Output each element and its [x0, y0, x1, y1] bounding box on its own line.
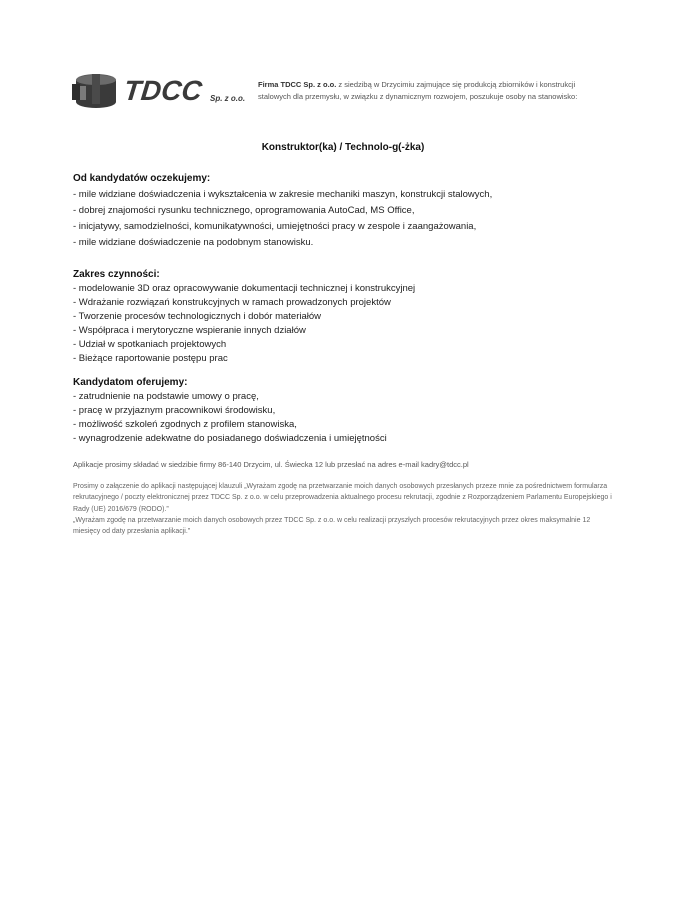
list-item: - Bieżące raportowanie postępu prac: [73, 353, 228, 364]
requirements-list: [73, 187, 633, 251]
offer-section: [73, 376, 633, 446]
intro-company-name: Firma TDCC Sp. z o.o.: [258, 80, 337, 89]
list-item: - możliwość szkoleń zgodnych z profilem stanowiska,: [73, 419, 297, 430]
requirements-section: [73, 171, 633, 251]
logo-suffix: Sp. z o.o.: [210, 94, 246, 103]
list-item: - Współpraca i merytoryczne wspieranie innych działów: [73, 325, 306, 336]
offer-list: [73, 390, 633, 446]
list-item: - Wdrażanie rozwiązań konstrukcyjnych w ramach prowadzonych projektów: [73, 297, 391, 308]
tdcc-logo-icon: [72, 72, 128, 112]
scope-section: [73, 268, 633, 366]
company-logo: [72, 72, 250, 116]
list-item: - mile widziane doświadczenie na podobnym stanowisku.: [73, 237, 314, 248]
list-item: - wynagrodzenie adekwatne do posiadanego doświadczenia i umiejętności: [73, 433, 387, 444]
list-item: - Tworzenie procesów technologicznych i dobór materiałów: [73, 311, 322, 322]
scope-heading: Zakres czynności:: [73, 269, 160, 280]
list-item: - zatrudnienie na podstawie umowy o pracę,: [73, 391, 259, 402]
company-intro: [258, 79, 578, 102]
list-item: - inicjatywy, samodzielności, komunikatywności, umiejętności pracy w zespole i zaangażowania,: [73, 221, 477, 232]
application-instructions: Aplikacje prosimy składać w siedzibie firmy 86-140 Drzycim, ul. Świecka 12 lub przesłać na adres e-mail kadry@tdcc.pl: [73, 460, 469, 469]
requirements-heading: Od kandydatów oczekujemy:: [73, 173, 211, 184]
list-item: - modelowanie 3D oraz opracowywanie dokumentacji technicznej i konstrukcyjnej: [73, 283, 416, 294]
job-title: Konstruktor(ka) / Technolo-g(-żka): [261, 142, 425, 153]
list-item: - mile widziane doświadczenia i wykształcenia w zakresie mechaniki maszyn, konstrukcji stalowych,: [73, 189, 493, 200]
scope-list: [73, 282, 633, 366]
offer-heading: Kandydatom oferujemy:: [73, 377, 188, 388]
intro-text: z siedzibą w Drzycimiu zajmujące się produkcją zbiorników i konstrukcji stalowych dla przemysłu, w związku z dynamicznym rozwojem, poszukuje osoby na stanowisko:: [258, 80, 578, 101]
logo-wordmark: TDCC: [122, 75, 204, 106]
list-item: - pracę w przyjaznym pracownikowi środowisku,: [73, 405, 276, 416]
gdpr-paragraph: Prosimy o załączenie do aplikacji następującej klauzuli „Wyrażam zgodę na przetwarzanie moich danych osobowych przesłanych przeze mnie za pośrednictwem formularza rekrutacyjnego / poczty elektronicznej przez TDCC Sp. z o.o. w celu przeprowadzenia aktualnego procesu rekrutacji, zgodnie z Rozporządzeniem Parlamentu Europejskiego i Rady (UE) 2016/679 (RODO).”: [73, 483, 612, 513]
gdpr-paragraph: „Wyrażam zgodę na przetwarzanie moich danych osobowych przez TDCC Sp. z o.o. w celu realizacji przyszłych procesów rekrutacyjnych przez okres maksymalnie 12 miesięcy od daty przesłania aplikacji.”: [73, 516, 591, 536]
list-item: - dobrej znajomości rysunku technicznego, oprogramowania AutoCad, MS Office,: [73, 205, 415, 216]
list-item: - Udział w spotkaniach projektowych: [73, 339, 227, 350]
gdpr-clause: [73, 481, 613, 537]
